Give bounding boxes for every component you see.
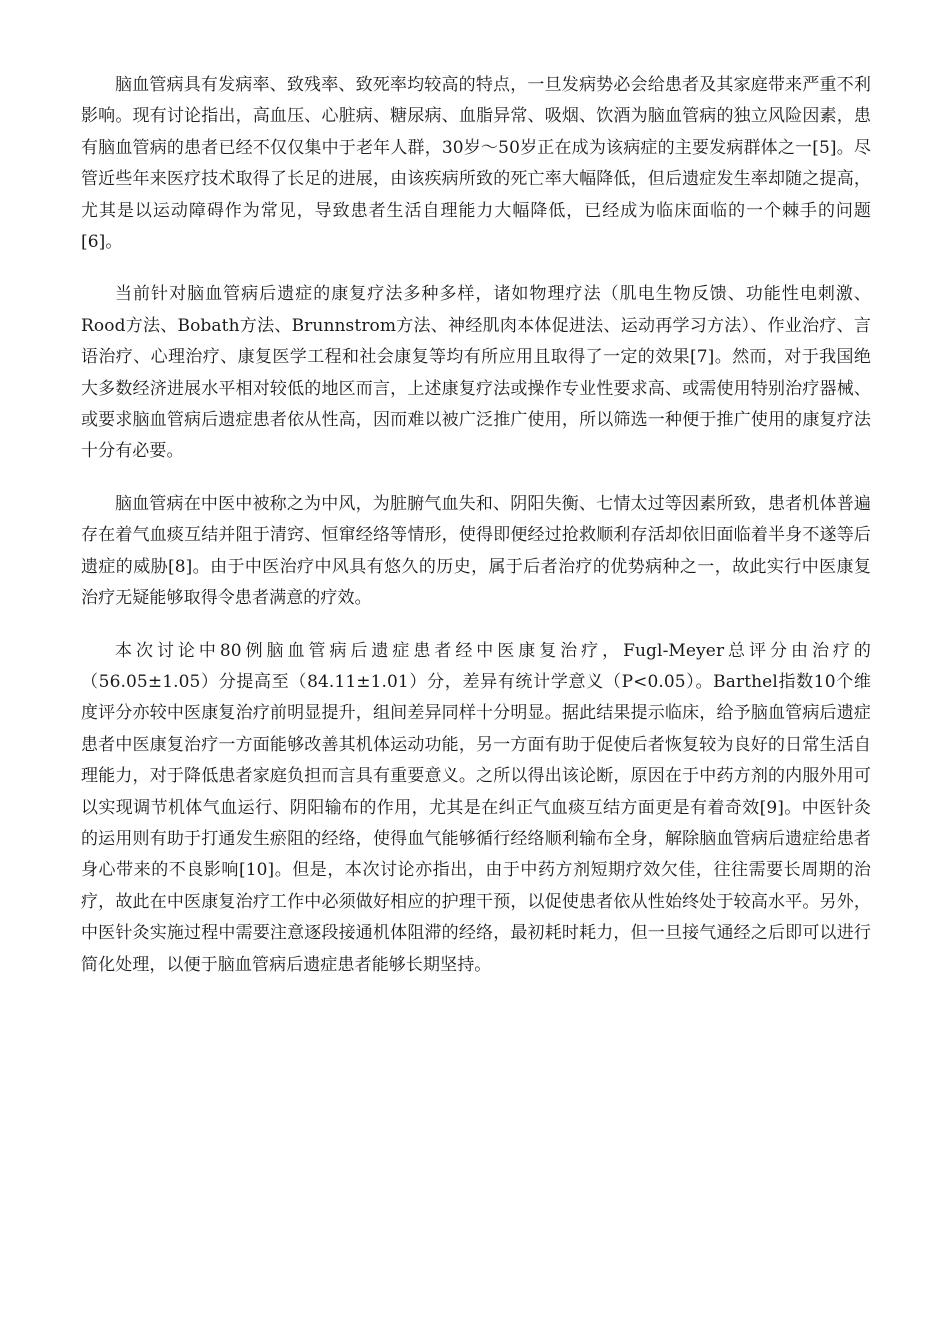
document-page bbox=[81, 70, 871, 1002]
paragraph-1: 脑血管病具有发病率、致残率、致死率均较高的特点，一旦发病势必会给患者及其家庭带来严重不利影响。现有讨论指出，高血压、心脏病、糖尿病、血脂异常、吸烟、饮酒为脑血管病的独立风险因素，患有脑血管病的患者已经不仅仅集中于老年人群，30岁～50岁正在成为该病症的主要发病群体之一[5]。尽管近些年来医疗技术取得了长足的进展，由该疾病所致的死亡率大幅降低，但后遗症发生率却随之提高，尤其是以运动障碍作为常见，导致患者生活自理能力大幅降低，已经成为临床面临的一个棘手的问题[6]。 bbox=[81, 75, 871, 253]
paragraph-3: 脑血管病在中医中被称之为中风，为脏腑气血失和、阴阳失衡、七情太过等因素所致，患者机体普遍存在着气血痰互结并阻于清窍、恒窜经络等情形，使得即便经过抢救顺利存活却依旧面临着半身不遂等后遗症的威胁[8]。由于中医治疗中风具有悠久的历史，属于后者治疗的优势病种之一，故此实行中医康复治疗无疑能够取得令患者满意的疗效。 bbox=[81, 493, 871, 609]
paragraph-2: 当前针对脑血管病后遗症的康复疗法多种多样，诸如物理疗法（肌电生物反馈、功能性电刺激、Rood方法、Bobath方法、Brunnstrom方法、神经肌肉本体促进法、运动再学习方法）、作业治疗、言语治疗、心理治疗、康复医学工程和社会康复等均有所应用且取得了一定的效果[7]。然而，对于我国绝大多数经济进展水平相对较低的地区而言，上述康复疗法或操作专业性要求高、或需使用特别治疗器械、或要求脑血管病后遗症患者依从性高，因而难以被广泛推广使用，所以筛选一种便于推广使用的康复疗法十分有必要。 bbox=[81, 284, 871, 462]
paragraph-4: 本次讨论中80例脑血管病后遗症患者经中医康复治疗，Fugl-Meyer总评分由治疗的（56.05±1.05）分提高至（84.11±1.01）分，差异有统计学意义（P<0.05）。Barthel指数10个维度评分亦较中医康复治疗前明显提升，组间差异同样十分明显。据此结果提示临床，给予脑血管病后遗症患者中医康复治疗一方面能够改善其机体运动功能，另一方面有助于促使后者恢复较为良好的日常生活自理能力，对于降低患者家庭负担而言具有重要意义。之所以得出该论断，原因在于中药方剂的内服外用可以实现调节机体气血运行、阴阳输布的作用，尤其是在纠正气血痰互结方面更是有着奇效[9]。中医针灸的运用则有助于打通发生瘀阻的经络，使得血气能够循行经络顺利输布全身，解除脑血管病后遗症给患者身心带来的不良影响[10]。但是，本次讨论亦指出，由于中药方剂短期疗效欠佳，往往需要长周期的治疗，故此在中医康复治疗工作中必须做好相应的护理干预，以促使患者依从性始终处于较高水平。另外，中医针灸实施过程中需要注意逐段接通机体阻滞的经络，最初耗时耗力，但一旦接气通经之后即可以进行简化处理，以便于脑血管病后遗症患者能够长期坚持。 bbox=[81, 640, 871, 975]
